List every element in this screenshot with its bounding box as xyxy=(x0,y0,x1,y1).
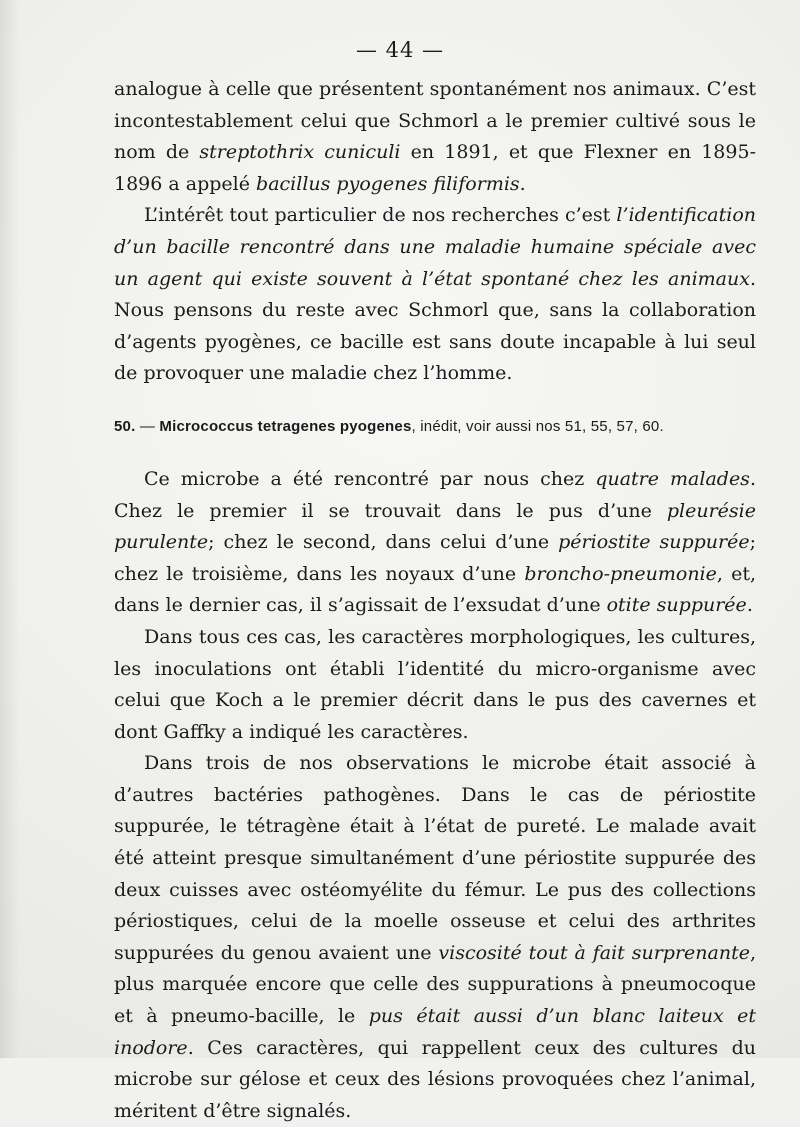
paragraph-5-text-1: Dans trois de nos observations le microbe était associé à d’autres bactéries pathogènes. Dans le cas de périostite suppurée, le tétragène était à l’état de pureté. Le malade avait été atteint presque simultanément d’une périostite suppurée des deux cuisses avec ostéomyélite du fémur. Le pus des collections périostiques, celui de la moelle osseuse et celui des arthrites suppurées du genou avaient une xyxy=(114,752,756,964)
paragraph-2-italic-1: l’identification d’un bacille rencontré dans une maladie humaine spéciale avec un agent qui existe souvent à l’état spontané chez les animaux xyxy=(114,204,756,290)
page-number: — 44 — xyxy=(355,38,445,62)
section-number: 50. xyxy=(114,417,136,435)
paragraph-5 xyxy=(114,748,756,1127)
paragraph-5-text-3: . Ces caractères, qui rappellent ceux des cultures du microbe sur gélose et ceux des lésions provoquées chez l’animal, méritent d’être signalés. xyxy=(114,1036,756,1122)
paragraph-1-italic-2: bacillus pyogenes filiformis xyxy=(256,172,520,195)
paragraph-3-italic-5: otite suppurée xyxy=(606,594,747,617)
section-title: Micrococcus tetragenes pyogenes xyxy=(159,417,412,435)
paragraph-3-text-1: Ce microbe a été rencontré par nous chez xyxy=(144,467,596,490)
paragraph-3-text-3: ; chez le second, dans celui d’une xyxy=(208,531,559,554)
paragraph-3-text-2: . Chez le premier il se trouvait dans le pus d’une xyxy=(114,467,756,522)
paragraph-3-italic-1: quatre malades xyxy=(595,467,750,490)
paragraph-3 xyxy=(114,464,756,622)
paragraph-3-text-5: , et, dans le dernier cas, il s’agissait de l’exsudat d’une xyxy=(114,562,757,617)
paragraph-3-italic-2: pleurésie purulente xyxy=(114,499,756,554)
paragraph-1-text-3: . xyxy=(519,172,526,195)
paragraph-2-text-1: L’intérêt tout particulier de nos recherches c’est xyxy=(144,204,617,227)
section-dash: — xyxy=(135,417,160,435)
paragraph-1-text-2: en 1891, et que Flexner en 1895-1896 a appelé xyxy=(114,141,756,195)
paragraph-3-italic-4: broncho-pneumonie xyxy=(524,562,717,585)
section-reference: , inédit, voir aussi nos 51, 55, 57, 60. xyxy=(411,417,664,435)
paragraph-2-text-2: . Nous pensons du reste avec Schmorl que, sans la collaboration d’agents pyogènes, ce bacille est sans doute incapable à lui seul de provoquer une maladie chez l’homme. xyxy=(114,267,756,385)
page-content xyxy=(114,74,756,1127)
section-heading-50 xyxy=(114,417,756,437)
paragraph-3-text-6: . xyxy=(746,594,753,617)
paragraph-5-text-2: , plus marquée encore que celle des suppurations à pneumocoque et à pneumo-bacille, le xyxy=(114,941,756,1028)
paragraph-5-italic-2: pus était aussi d’un blanc laiteux et inodore xyxy=(114,1005,756,1059)
paragraph-1-italic-1: streptothrix cuniculi xyxy=(199,141,401,164)
paragraph-1 xyxy=(114,74,756,200)
paragraph-1-text-1: analogue à celle que présentent spontanément nos animaux. C’est incontestablement celui que Schmorl a le premier cultivé sous le nom de xyxy=(114,78,756,164)
paragraph-3-italic-3: périostite suppurée xyxy=(558,531,750,554)
paragraph-3-text-4: ; chez le troisième, dans les noyaux d’une xyxy=(114,531,756,585)
page-edge-shadow xyxy=(0,0,20,1058)
paragraph-5-italic-1: viscosité tout à fait surprenante xyxy=(438,941,750,964)
paragraph-2 xyxy=(114,200,756,390)
paragraph-4: Dans tous ces cas, les caractères morphologiques, les cultures, les inoculations ont établi l’identité du micro-organisme avec celui que Koch a le premier décrit dans le pus des cavernes et dont Gaffky a indiqué les caractères. xyxy=(114,625,756,743)
